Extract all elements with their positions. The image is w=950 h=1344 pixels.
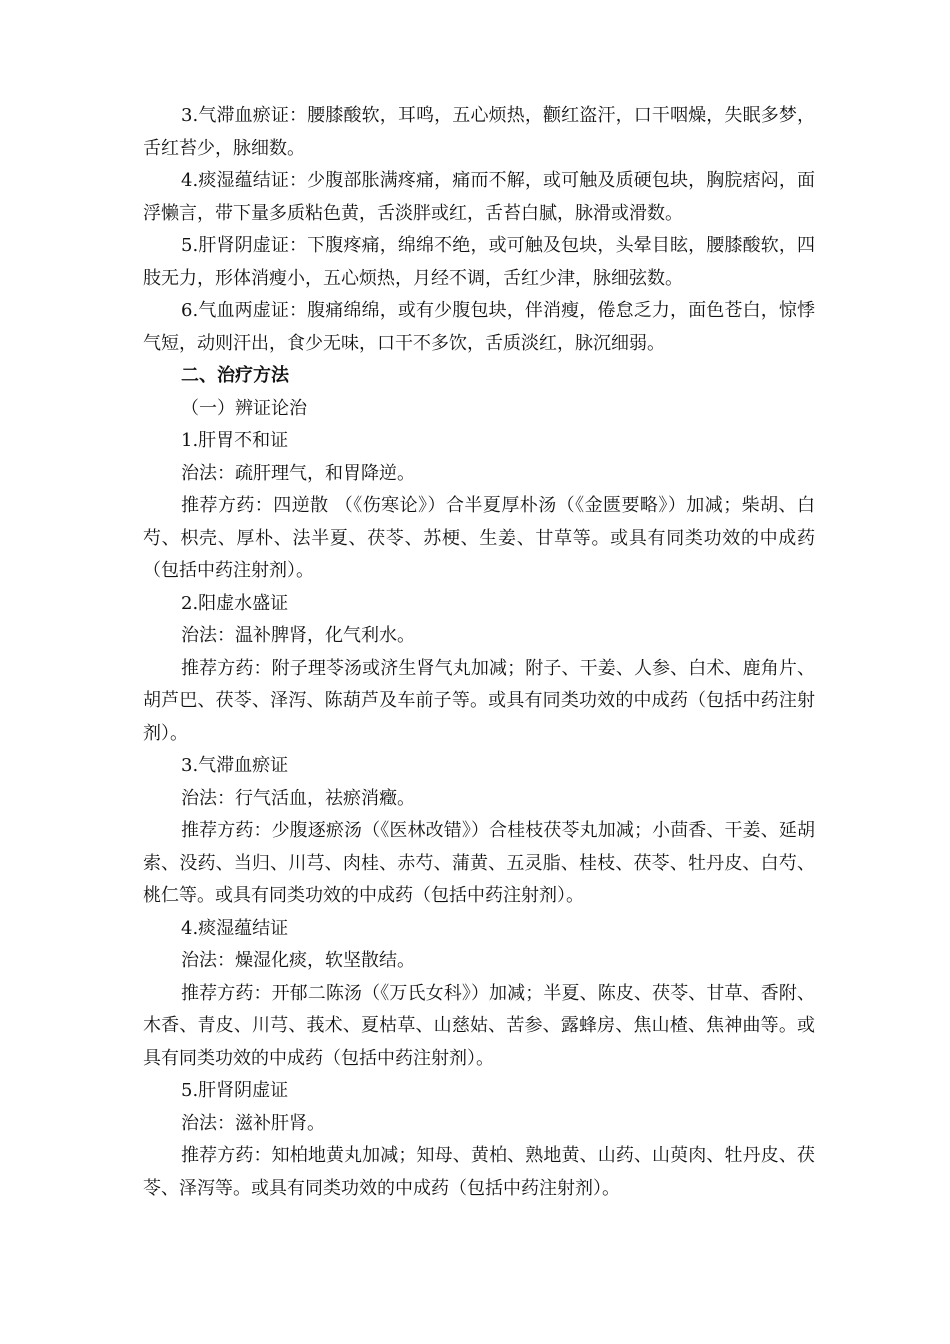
paragraph-pattern-liver-kidney-yin: 5.肝肾阴虚证：下腹疼痛，绵绵不绝，或可触及包块，头晕目眩，腰膝酸软，四肢无力，形体消瘦小，五心烦热，月经不调，舌红少津，脉细弦数。 xyxy=(143,235,815,289)
treatment-principle-5: 治法：滋补肝肾。 xyxy=(181,1112,325,1134)
recommended-formula-1: 推荐方药：四逆散 （《伤寒论》）合半夏厚朴汤（《金匮要略》）加减；柴胡、白芍、枳壳、厚朴、法半夏、茯苓、苏梗、生姜、甘草等。或具有同类功效的中成药（包括中药注射剂）。 xyxy=(143,495,815,581)
recommended-formula-2: 推荐方药：附子理苓汤或济生肾气丸加减；附子、干姜、人参、白术、鹿角片、胡芦巴、茯苓、泽泻、陈葫芦及车前子等。或具有同类功效的中成药（包括中药注射剂）。 xyxy=(143,657,815,744)
recommended-formula-4: 推荐方药：开郁二陈汤（《万氏女科》）加减；半夏、陈皮、茯苓、甘草、香附、木香、青皮、川芎、莪术、夏枯草、山慈姑、苦参、露蜂房、焦山楂、焦神曲等。或具有同类功效的中成药（包括中药注射剂）。 xyxy=(143,982,815,1069)
subsection-heading-differentiation: （一）辨证论治 xyxy=(181,397,307,419)
recommended-formula-3: 推荐方药：少腹逐瘀汤（《医林改错》）合桂枝茯苓丸加减；小茴香、干姜、延胡索、没药、当归、川芎、肉桂、赤芍、蒲黄、五灵脂、桂枝、茯苓、牡丹皮、白芍、桃仁等。或具有同类功效的中成药（包括中药注射剂）。 xyxy=(143,820,815,906)
paragraph-pattern-qi-stagnation: 3.气滞血瘀证：腰膝酸软，耳鸣，五心烦热，颧红盗汗，口干咽燥，失眠多梦，舌红苔少，脉细数。 xyxy=(143,105,815,159)
recommended-formula-5: 推荐方药：知柏地黄丸加减；知母、黄柏、熟地黄、山药、山萸肉、牡丹皮、茯苓、泽泻等。或具有同类功效的中成药（包括中药注射剂）。 xyxy=(143,1145,815,1199)
paragraph-pattern-qi-blood-deficiency: 6.气血两虚证：腹痛绵绵，或有少腹包块，伴消瘦，倦怠乏力，面色苍白，惊悸气短，动则汗出，食少无味，口干不多饮，舌质淡红，脉沉细弱。 xyxy=(143,300,815,354)
treatment-principle-2: 治法：温补脾肾，化气利水。 xyxy=(181,625,415,646)
item-heading-1: 1.肝胃不和证 xyxy=(181,430,289,451)
paragraph-pattern-phlegm-damp: 4.痰湿蕴结证：少腹部胀满疼痛，痛而不解，或可触及质硬包块，胸脘痞闷，面浮懒言，带下量多质粘色黄，舌淡胖或红，舌苔白腻，脉滑或滑数。 xyxy=(143,170,815,224)
treatment-principle-3: 治法：行气活血，祛瘀消癥。 xyxy=(181,787,415,809)
item-heading-2: 2.阳虚水盛证 xyxy=(181,592,289,614)
treatment-principle-1: 治法：疏肝理气，和胃降逆。 xyxy=(181,462,415,484)
item-heading-5: 5.肝肾阴虚证 xyxy=(181,1080,289,1101)
document-body xyxy=(143,100,815,1205)
section-heading-treatment: 二、治疗方法 xyxy=(181,365,289,386)
item-heading-4: 4.痰湿蕴结证 xyxy=(181,917,289,939)
treatment-principle-4: 治法：燥湿化痰，软坚散结。 xyxy=(181,950,415,971)
item-heading-3: 3.气滞血瘀证 xyxy=(181,755,289,776)
